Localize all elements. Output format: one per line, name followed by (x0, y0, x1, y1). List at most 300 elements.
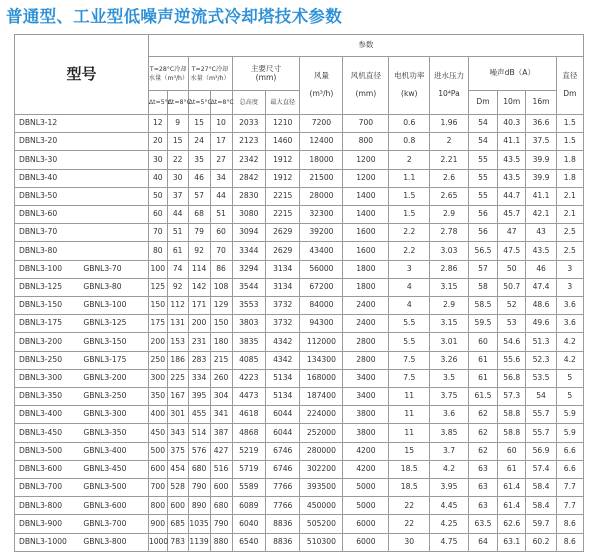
table-row (15, 442, 584, 460)
model-gbnl-cell: GBNL3-200 (79, 369, 148, 387)
dims-header: 主要尺寸 (mm) (232, 57, 300, 91)
table-cell: 3080 (232, 206, 265, 224)
table-cell: 2.2 (389, 242, 430, 260)
table-cell: 11 (389, 424, 430, 442)
table-cell: 2.65 (430, 187, 469, 205)
table-cell: 9 (167, 115, 188, 133)
table-cell: 61 (468, 351, 497, 369)
table-cell: 2342 (232, 151, 265, 169)
table-cell: 2215 (265, 206, 300, 224)
table-cell: 5219 (232, 442, 265, 460)
table-cell: 56.9 (526, 442, 556, 460)
table-cell: 22 (389, 497, 430, 515)
table-cell: 5589 (232, 479, 265, 497)
table-cell: 58.4 (526, 497, 556, 515)
table-cell: 1210 (265, 115, 300, 133)
table-cell: 41.1 (526, 187, 556, 205)
table-cell: 3.03 (430, 242, 469, 260)
table-cell: 18.5 (389, 460, 430, 478)
table-cell: 1800 (343, 278, 389, 296)
table-cell: 3294 (232, 260, 265, 278)
table-cell: 39.9 (526, 169, 556, 187)
table-cell: 3.6 (556, 297, 583, 315)
model-dbnl-cell: DBNL3-800 (15, 497, 80, 515)
model-gbnl-cell (79, 206, 148, 224)
table-row (15, 278, 584, 296)
table-cell: 4 (389, 278, 430, 296)
table-cell: 2629 (265, 242, 300, 260)
table-cell: 680 (210, 497, 232, 515)
table-cell: 43400 (300, 242, 343, 260)
table-cell: 51 (167, 224, 188, 242)
table-cell: 30 (148, 151, 167, 169)
table-cell: 4473 (232, 388, 265, 406)
table-cell: 63 (468, 460, 497, 478)
table-cell: 68 (188, 206, 210, 224)
table-cell: 61 (498, 460, 526, 478)
table-cell: 283 (188, 351, 210, 369)
table-cell: 39.9 (526, 151, 556, 169)
table-cell: 1200 (343, 169, 389, 187)
table-cell: 1912 (265, 151, 300, 169)
model-gbnl-cell: GBNL3-400 (79, 442, 148, 460)
table-cell: 129 (210, 297, 232, 315)
table-row (15, 497, 584, 515)
table-cell: 680 (188, 460, 210, 478)
table-cell: 3553 (232, 297, 265, 315)
table-cell: 43 (526, 224, 556, 242)
table-cell: 6000 (343, 533, 389, 551)
table-cell: 3.85 (430, 424, 469, 442)
model-header: 型号 (15, 35, 149, 115)
table-cell: 54 (526, 388, 556, 406)
t28-header: T=28°C冷却 水量（m³/h） (148, 57, 188, 91)
table-cell: 1200 (343, 151, 389, 169)
table-cell: 114 (188, 260, 210, 278)
table-cell: 180 (210, 333, 232, 351)
table-cell: 790 (210, 515, 232, 533)
table-row (15, 388, 584, 406)
table-cell: 58.8 (498, 424, 526, 442)
table-cell: 74 (167, 260, 188, 278)
model-dbnl-cell: DBNL3-400 (15, 406, 80, 424)
table-cell: 70 (210, 242, 232, 260)
table-cell: 20 (148, 133, 167, 151)
model-gbnl-cell (79, 242, 148, 260)
table-cell: 8.6 (556, 515, 583, 533)
table-cell: 800 (148, 497, 167, 515)
model-dbnl-cell: DBNL3-500 (15, 442, 80, 460)
table-cell: 2033 (232, 115, 265, 133)
table-cell: 200 (188, 315, 210, 333)
table-cell: 1400 (343, 187, 389, 205)
table-cell: 50 (498, 260, 526, 278)
table-cell: 3134 (265, 260, 300, 278)
model-gbnl-cell (79, 133, 148, 151)
max-diameter-header: 最大直径 (265, 91, 300, 115)
table-cell: 57 (188, 187, 210, 205)
table-row (15, 187, 584, 205)
table-cell: 454 (167, 460, 188, 478)
table-cell: 57 (468, 260, 497, 278)
table-cell: 58.5 (468, 297, 497, 315)
table-cell: 3.75 (430, 388, 469, 406)
table-cell: 11 (389, 406, 430, 424)
table-cell: 505200 (300, 515, 343, 533)
table-cell: 395 (188, 388, 210, 406)
table-cell: 3400 (343, 388, 389, 406)
table-cell: 52.3 (526, 351, 556, 369)
table-cell: 334 (188, 369, 210, 387)
inlet-pressure-header: 进水压力 10⁴Pa (430, 57, 469, 115)
table-row (15, 260, 584, 278)
table-cell: 47 (498, 224, 526, 242)
table-cell: 2.21 (430, 151, 469, 169)
table-cell: 1400 (343, 206, 389, 224)
table-cell: 92 (188, 242, 210, 260)
params-header: 参数 (148, 35, 583, 57)
table-cell: 5000 (343, 497, 389, 515)
model-gbnl-cell (79, 224, 148, 242)
table-cell: 8836 (265, 515, 300, 533)
table-cell: 800 (343, 133, 389, 151)
table-cell: 900 (148, 515, 167, 533)
table-row (15, 369, 584, 387)
table-row (15, 333, 584, 351)
table-cell: 225 (167, 369, 188, 387)
model-dbnl-cell: DBNL3-12 (15, 115, 80, 133)
table-cell: 63.1 (498, 533, 526, 551)
table-cell: 186 (167, 351, 188, 369)
table-cell: 60 (498, 442, 526, 460)
model-gbnl-cell (79, 169, 148, 187)
table-cell: 43.5 (498, 151, 526, 169)
table-cell: 5.5 (389, 333, 430, 351)
table-cell: 40 (148, 169, 167, 187)
table-cell: 215 (210, 351, 232, 369)
table-cell: 15 (188, 115, 210, 133)
model-dbnl-cell: DBNL3-100 (15, 260, 80, 278)
table-cell: 55 (468, 169, 497, 187)
table-cell: 125 (148, 278, 167, 296)
table-cell: 36.6 (526, 115, 556, 133)
table-cell: 100 (148, 260, 167, 278)
table-row (15, 515, 584, 533)
table-cell: 6040 (232, 515, 265, 533)
table-cell: 5.9 (556, 424, 583, 442)
table-cell: 260 (210, 369, 232, 387)
noise-16m-header: 16m (526, 91, 556, 115)
table-cell: 64 (468, 533, 497, 551)
table-cell: 5134 (265, 369, 300, 387)
table-cell: 58.4 (526, 479, 556, 497)
table-cell: 55.6 (498, 351, 526, 369)
table-cell: 53.5 (526, 369, 556, 387)
table-cell: 3800 (343, 406, 389, 424)
noise-header: 噪声dB（A） (468, 57, 556, 91)
table-cell: 3.6 (430, 406, 469, 424)
noise-dm-header: Dm (468, 91, 497, 115)
table-cell: 61 (468, 369, 497, 387)
table-cell: 224000 (300, 406, 343, 424)
table-cell: 5.5 (389, 315, 430, 333)
table-cell: 51.3 (526, 333, 556, 351)
table-cell: 61 (167, 242, 188, 260)
table-cell: 46 (526, 260, 556, 278)
table-cell: 47.4 (526, 278, 556, 296)
table-row (15, 115, 584, 133)
table-cell: 8836 (265, 533, 300, 551)
table-cell: 2800 (343, 333, 389, 351)
table-cell: 7.5 (389, 351, 430, 369)
table-cell: 3.26 (430, 351, 469, 369)
model-gbnl-cell: GBNL3-300 (79, 406, 148, 424)
model-dbnl-cell: DBNL3-20 (15, 133, 80, 151)
dt8-header-28: Δt=8°C (167, 91, 188, 115)
table-cell: 10 (210, 115, 232, 133)
table-cell: 6044 (265, 406, 300, 424)
table-cell: 4085 (232, 351, 265, 369)
model-dbnl-cell: DBNL3-50 (15, 187, 80, 205)
table-cell: 4.25 (430, 515, 469, 533)
table-cell: 37.5 (526, 133, 556, 151)
table-cell: 600 (167, 497, 188, 515)
model-dbnl-cell: DBNL3-200 (15, 333, 80, 351)
table-cell: 427 (210, 442, 232, 460)
table-cell: 2842 (232, 169, 265, 187)
table-cell: 231 (188, 333, 210, 351)
model-dbnl-cell: DBNL3-600 (15, 460, 80, 478)
table-cell: 62 (468, 406, 497, 424)
model-dbnl-cell: DBNL3-40 (15, 169, 80, 187)
table-cell: 1139 (188, 533, 210, 551)
table-cell: 6000 (343, 515, 389, 533)
table-cell: 15 (167, 133, 188, 151)
table-cell: 3.95 (430, 479, 469, 497)
model-dbnl-cell: DBNL3-900 (15, 515, 80, 533)
table-cell: 1.1 (389, 169, 430, 187)
table-cell: 880 (210, 533, 232, 551)
table-cell: 53 (498, 315, 526, 333)
table-cell: 153 (167, 333, 188, 351)
table-cell: 252000 (300, 424, 343, 442)
table-cell: 84000 (300, 297, 343, 315)
model-gbnl-cell: GBNL3-70 (79, 260, 148, 278)
table-cell: 516 (210, 460, 232, 478)
table-cell: 24 (188, 133, 210, 151)
table-cell: 34 (210, 169, 232, 187)
dt5-header-27: Δt=5°C (188, 91, 210, 115)
table-cell: 47.5 (498, 242, 526, 260)
table-cell: 94300 (300, 315, 343, 333)
table-cell: 56.8 (498, 369, 526, 387)
table-cell: 5134 (265, 388, 300, 406)
table-cell: 4 (389, 297, 430, 315)
table-cell: 39200 (300, 224, 343, 242)
table-cell: 3 (389, 260, 430, 278)
model-dbnl-cell: DBNL3-150 (15, 297, 80, 315)
table-cell: 12 (148, 115, 167, 133)
table-cell: 350 (148, 388, 167, 406)
table-cell: 46 (188, 169, 210, 187)
table-cell: 27 (210, 151, 232, 169)
table-cell: 5000 (343, 479, 389, 497)
table-cell: 49.6 (526, 315, 556, 333)
table-cell: 1600 (343, 242, 389, 260)
table-cell: 1.8 (556, 151, 583, 169)
table-cell: 48.6 (526, 297, 556, 315)
table-cell: 280000 (300, 442, 343, 460)
table-cell: 21500 (300, 169, 343, 187)
table-cell: 2.5 (556, 224, 583, 242)
table-cell: 171 (188, 297, 210, 315)
table-row (15, 133, 584, 151)
table-cell: 12400 (300, 133, 343, 151)
table-cell: 2.5 (556, 242, 583, 260)
dt8-header-27: Δt=8°C (210, 91, 232, 115)
table-cell: 4.75 (430, 533, 469, 551)
table-cell: 57.3 (498, 388, 526, 406)
table-cell: 40.3 (498, 115, 526, 133)
table-cell: 3.15 (430, 278, 469, 296)
table-cell: 112 (167, 297, 188, 315)
table-cell: 6044 (265, 424, 300, 442)
table-cell: 4200 (343, 442, 389, 460)
table-cell: 1600 (343, 224, 389, 242)
table-cell: 30 (389, 533, 430, 551)
table-cell: 1000 (148, 533, 167, 551)
table-row (15, 206, 584, 224)
table-cell: 3800 (343, 424, 389, 442)
table-cell: 450000 (300, 497, 343, 515)
total-height-header: 总高度 (232, 91, 265, 115)
model-gbnl-cell: GBNL3-700 (79, 515, 148, 533)
table-cell: 3803 (232, 315, 265, 333)
table-cell: 300 (148, 369, 167, 387)
table-cell: 4.2 (556, 351, 583, 369)
table-cell: 56.5 (468, 242, 497, 260)
model-dbnl-cell: DBNL3-250 (15, 351, 80, 369)
table-cell: 58.8 (498, 406, 526, 424)
model-gbnl-cell: GBNL3-125 (79, 315, 148, 333)
table-cell: 60 (148, 206, 167, 224)
table-cell: 18000 (300, 151, 343, 169)
table-cell: 7.7 (556, 497, 583, 515)
table-cell: 62.6 (498, 515, 526, 533)
table-cell: 86 (210, 260, 232, 278)
table-cell: 455 (188, 406, 210, 424)
table-cell: 2.2 (389, 224, 430, 242)
table-cell: 61.4 (498, 497, 526, 515)
table-cell: 2 (389, 151, 430, 169)
table-cell: 387 (210, 424, 232, 442)
table-cell: 15 (389, 442, 430, 460)
table-cell: 58 (468, 278, 497, 296)
table-row (15, 242, 584, 260)
fan-diameter-header: 风机直径 (mm) (343, 57, 389, 115)
table-cell: 6089 (232, 497, 265, 515)
table-cell: 2123 (232, 133, 265, 151)
table-cell: 62 (468, 442, 497, 460)
model-gbnl-cell: GBNL3-600 (79, 497, 148, 515)
table-cell: 67200 (300, 278, 343, 296)
table-cell: 60 (210, 224, 232, 242)
table-cell: 6540 (232, 533, 265, 551)
table-cell: 5 (556, 388, 583, 406)
table-cell: 63 (468, 479, 497, 497)
table-cell: 22 (389, 515, 430, 533)
table-cell: 79 (188, 224, 210, 242)
table-cell: 5.9 (556, 406, 583, 424)
table-cell: 187400 (300, 388, 343, 406)
table-cell: 112000 (300, 333, 343, 351)
table-cell: 150 (210, 315, 232, 333)
model-gbnl-cell: GBNL3-250 (79, 388, 148, 406)
table-cell: 393500 (300, 479, 343, 497)
table-cell: 2400 (343, 297, 389, 315)
table-cell: 0.8 (389, 133, 430, 151)
model-gbnl-cell: GBNL3-80 (79, 278, 148, 296)
table-cell: 167 (167, 388, 188, 406)
table-cell: 3544 (232, 278, 265, 296)
table-cell: 1035 (188, 515, 210, 533)
table-cell: 80 (148, 242, 167, 260)
table-cell: 32300 (300, 206, 343, 224)
table-cell: 3.15 (430, 315, 469, 333)
table-cell: 4223 (232, 369, 265, 387)
table-cell: 341 (210, 406, 232, 424)
table-cell: 62 (468, 424, 497, 442)
table-cell: 50 (148, 187, 167, 205)
model-dbnl-cell: DBNL3-1000 (15, 533, 80, 551)
table-cell: 59.5 (468, 315, 497, 333)
table-cell: 3094 (232, 224, 265, 242)
table-row (15, 151, 584, 169)
table-cell: 44.7 (498, 187, 526, 205)
table-cell: 2.6 (430, 169, 469, 187)
table-cell: 3.6 (556, 315, 583, 333)
airflow-header: 风量 (m³/h) (300, 57, 343, 115)
dt5-header-28: Δt=5°C (148, 91, 167, 115)
table-cell: 250 (148, 351, 167, 369)
table-cell: 57.4 (526, 460, 556, 478)
table-cell: 3 (556, 260, 583, 278)
table-cell: 2 (430, 133, 469, 151)
table-cell: 3344 (232, 242, 265, 260)
table-cell: 7766 (265, 479, 300, 497)
table-cell: 8.6 (556, 533, 583, 551)
table-cell: 685 (167, 515, 188, 533)
table-cell: 302200 (300, 460, 343, 478)
table-cell: 44 (167, 206, 188, 224)
table-cell: 3400 (343, 369, 389, 387)
table-cell: 700 (148, 479, 167, 497)
table-cell: 54 (468, 115, 497, 133)
table-row (15, 224, 584, 242)
table-row (15, 424, 584, 442)
table-cell: 30 (167, 169, 188, 187)
table-cell: 55.7 (526, 406, 556, 424)
table-cell: 5 (556, 369, 583, 387)
table-cell: 1800 (343, 260, 389, 278)
table-row (15, 351, 584, 369)
table-cell: 783 (167, 533, 188, 551)
model-gbnl-cell (79, 151, 148, 169)
table-cell: 510300 (300, 533, 343, 551)
table-cell: 1.96 (430, 115, 469, 133)
table-cell: 2215 (265, 187, 300, 205)
table-cell: 1912 (265, 169, 300, 187)
